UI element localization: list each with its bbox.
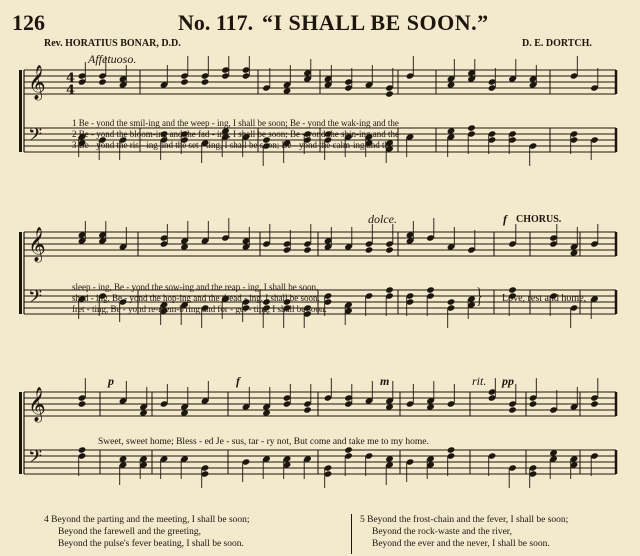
verse-4-line-1: 4 Beyond the parting and the meeting, I shall be soon; (44, 515, 250, 525)
system-3-bass-note-notehead (78, 446, 87, 453)
system-3-bass-note-notehead (344, 446, 353, 453)
system-2-bass-clef: 𝄢 (28, 287, 43, 312)
verse-5-line-3: Beyond the ever and the never, I shall be soon. (372, 539, 550, 549)
dynamic-m: m (380, 374, 390, 388)
system-1-bass-clef: 𝄢 (28, 125, 43, 150)
system-1-treble-note-notehead (385, 90, 394, 97)
system-3-treble-note-notehead (78, 400, 87, 407)
system2-verse-1: sleep - ing, Be - yond the sow-ing and the reap - ing, I shall be soon. (72, 282, 319, 292)
system-2-treble-note-notehead (365, 246, 374, 253)
composer: D. E. DORTCH. (522, 38, 592, 49)
dolce-marking: dolce. (368, 212, 397, 226)
hymn-number: No. 117. (178, 10, 254, 35)
system-2-bass-note-notehead (385, 286, 394, 293)
verse-5-line-2: Beyond the rock-waste and the river, (372, 527, 512, 537)
system-2-bass-note-notehead (426, 286, 435, 293)
chorus-lyric: Love, rest and home, (502, 293, 587, 304)
dynamic-p: p (108, 374, 114, 388)
system-3-bass-clef: 𝄢 (28, 447, 43, 472)
page-number: 126 (12, 10, 45, 35)
verse-divider (351, 514, 352, 554)
system-3-treble-clef: 𝄞 (28, 387, 46, 422)
system-1-treble-note-notehead (201, 78, 210, 85)
system-2-treble-note-notehead (303, 246, 312, 253)
system-2-system-bracket (19, 232, 22, 314)
dynamic-f: f (236, 374, 240, 388)
system-3-treble-note-notehead (303, 406, 312, 413)
system-2-treble-clef: 𝄞 (28, 227, 46, 262)
system-3-system-bracket (19, 392, 22, 474)
dynamic-pp: pp (502, 374, 514, 388)
time-signature-bottom: 4 (66, 83, 76, 98)
system3-lyric: Sweet, sweet home; Bless - ed Je - sus, tar - ry not, But come and take me to my home. (98, 437, 429, 447)
verse-5-line-1: 5 Beyond the frost-chain and the fever, I shall be soon; (360, 515, 569, 525)
system-1-system-bracket (19, 70, 22, 152)
dynamic-rit: rit. (472, 374, 487, 388)
system2-verse-2: shad - ing, Be - yond the hop-ing and the dread - ing, I shall be soon. (72, 293, 320, 303)
system-2-treble-note-notehead (385, 246, 394, 253)
chorus-label: CHORUS. (516, 214, 562, 225)
verse-brace: } (476, 283, 483, 308)
tempo-marking: Affetuoso. (88, 52, 137, 66)
system-1-treble-clef: 𝄞 (28, 65, 46, 100)
verse-3-line: 3 Be - yond the ris - ing and the set - ting, I shall be soon; Be - yond the calm-ing and the (72, 140, 393, 150)
hymn-title: “I SHALL BE SOON.” (262, 10, 489, 35)
verse-4-line-3: Beyond the pulse's fever beating, I shall be soon. (58, 539, 244, 549)
system-3-bass-note-notehead (447, 446, 456, 453)
system-3-treble-note-notehead (529, 400, 538, 407)
verse-2-line: 2 Be - yond the bloom-ing and the fad - ing, I shall be soon; Be - yond the shin-ing and the (72, 129, 399, 139)
system-1-treble-note-notehead (180, 78, 189, 85)
system-2-bass-note-notehead (447, 298, 456, 305)
time-signature-top: 4 (66, 71, 76, 86)
system-1-treble-note-notehead (98, 78, 107, 85)
chorus-forte: f (503, 212, 507, 226)
verse-4-line-2: Beyond the farewell and the greeting, (58, 527, 201, 537)
system2-verse-3: fret - ting, Be - yond re-mem-b'ring and for - get - ting, I shall be soon. (72, 304, 327, 314)
verse-1-line: 1 Be - yond the smil-ing and the weep - ing, I shall be soon; Be - yond the wak-ing and the (72, 118, 399, 128)
system-1-bass-note-notehead (467, 124, 476, 131)
system-3-treble-note-notehead (508, 406, 517, 413)
system-3-treble-note-notehead (590, 400, 599, 407)
lyricist: Rev. HORATIUS BONAR, D.D. (44, 38, 181, 49)
